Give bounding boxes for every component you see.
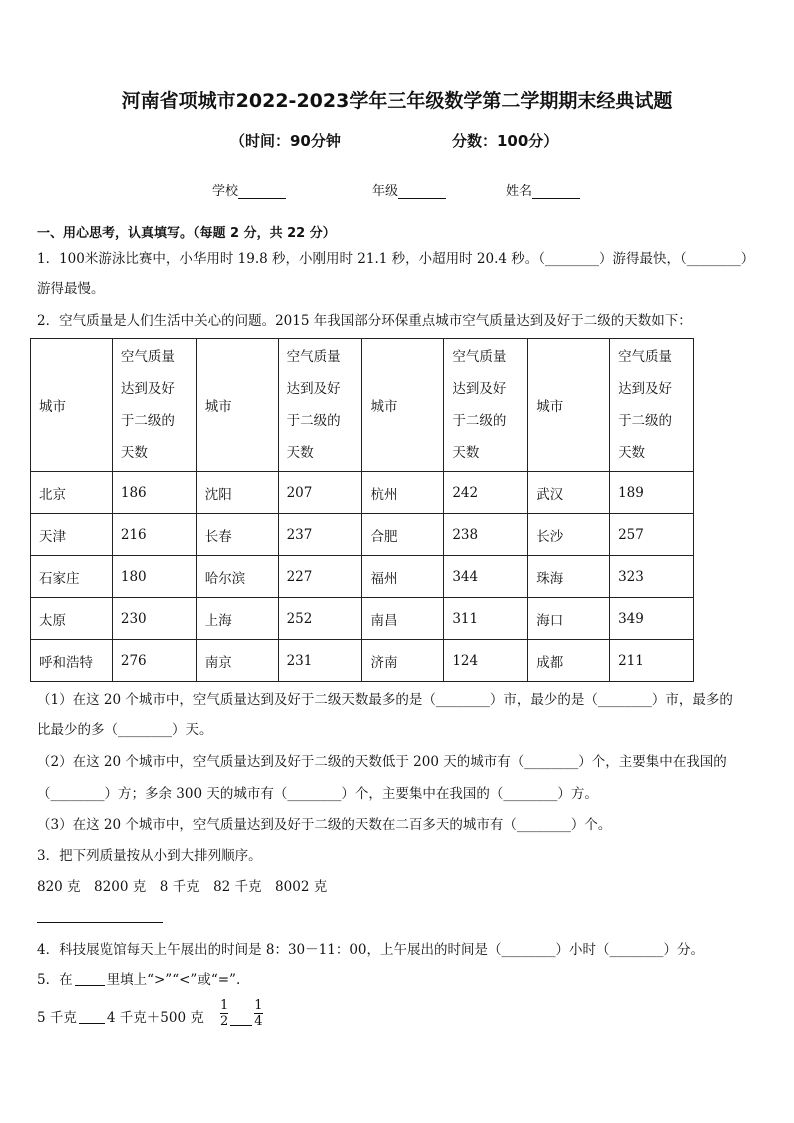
name-field: [506, 180, 580, 199]
days-cell: 230: [112, 598, 196, 640]
header-city: 城市: [196, 339, 278, 472]
header-days: 空气质量 达到及好 于二级的 天数: [112, 339, 196, 472]
city-cell: 杭州: [362, 472, 444, 514]
days-cell: 189: [610, 472, 694, 514]
city-cell: 哈尔滨: [196, 556, 278, 598]
days-cell: 344: [444, 556, 528, 598]
question-5-stem: [37, 970, 240, 990]
city-cell: 济南: [362, 640, 444, 682]
grade-label: 年级: [372, 184, 399, 199]
question-2-sub2-line-a: （2）在这 20 个城市中，空气质量达到及好于二级的天数低于 200 天的城市有（________）个，主要集中在我国的: [37, 754, 727, 770]
city-cell: 南京: [196, 640, 278, 682]
city-cell: 福州: [362, 556, 444, 598]
fraction-one-half: $\frac{1}{2}$: [220, 998, 229, 1029]
header-city: 城市: [31, 339, 113, 472]
days-cell: 180: [112, 556, 196, 598]
air-quality-table: [30, 338, 694, 682]
question-5-expr-2: [220, 998, 263, 1029]
expr1-left: 5 千克: [37, 1010, 77, 1026]
school-blank[interactable]: [238, 185, 286, 199]
days-cell: 257: [610, 514, 694, 556]
question-2-intro: 2．空气质量是人们生活中关心的问题。2015 年我国部分环保重点城市空气质量达到及好于二级的天数如下：: [37, 313, 692, 329]
grade-field: [372, 180, 446, 199]
exam-score: 分数：100分）: [452, 132, 559, 150]
days-cell: 349: [610, 598, 694, 640]
table-header-row: [31, 339, 694, 472]
city-cell: 武汉: [528, 472, 610, 514]
table-row: [31, 556, 694, 598]
days-cell: 252: [278, 598, 362, 640]
question-5-stem-a: 5．在: [37, 972, 73, 988]
exam-time: （时间：90分钟: [230, 132, 341, 150]
days-cell: 237: [278, 514, 362, 556]
question-3-stem: 3．把下列质量按从小到大排列顺序。: [37, 848, 262, 864]
days-cell: 311: [444, 598, 528, 640]
table-row: [31, 640, 694, 682]
city-cell: 长春: [196, 514, 278, 556]
question-2-sub1-line-a: （1）在这 20 个城市中，空气质量达到及好于二级天数最多的是（________）市，最少的是（________）市，最多的: [37, 692, 733, 708]
question-2-sub3: （3）在这 20 个城市中，空气质量达到及好于二级的天数在二百多天的城市有（________）个。: [37, 817, 612, 833]
city-cell: 北京: [31, 472, 113, 514]
question-2-sub2-line-b: （________）方；多余 300 天的城市有（________）个，主要集中在我国的（________）方。: [37, 786, 598, 802]
table-row: [31, 598, 694, 640]
grade-blank[interactable]: [398, 185, 446, 199]
page-title: 河南省项城市2022-2023学年三年级数学第二学期期末经典试题: [121, 90, 673, 112]
header-city: 城市: [362, 339, 444, 472]
city-cell: 南昌: [362, 598, 444, 640]
question-1-line-b: 游得最慢。: [37, 281, 105, 297]
question-4-stem: 4．科技展览馆每天上午展出的时间是 8：30－11：00，上午展出的时间是（________）小时（________）分。: [37, 942, 705, 958]
table-row: [31, 514, 694, 556]
fraction-one-quarter: $\frac{1}{4}$: [254, 998, 263, 1029]
days-cell: 231: [278, 640, 362, 682]
city-cell: 上海: [196, 598, 278, 640]
days-cell: 216: [112, 514, 196, 556]
days-cell: 186: [112, 472, 196, 514]
days-cell: 207: [278, 472, 362, 514]
answer-line[interactable]: [37, 922, 163, 923]
school-label: 学校: [212, 184, 239, 199]
header-days: 空气质量 达到及好 于二级的 天数: [610, 339, 694, 472]
city-cell: 石家庄: [31, 556, 113, 598]
question-1-line-a: 1．100米游泳比赛中，小华用时 19.8 秒，小刚用时 21.1 秒，小超用时 20.4 秒。（________）游得最快，（________）: [37, 251, 755, 267]
days-cell: 323: [610, 556, 694, 598]
days-cell: 238: [444, 514, 528, 556]
table-row: [31, 472, 694, 514]
days-cell: 124: [444, 640, 528, 682]
header-days: 空气质量 达到及好 于二级的 天数: [444, 339, 528, 472]
question-3-items: 820 克 8200 克 8 千克 82 千克 8002 克: [37, 879, 328, 895]
days-cell: 276: [112, 640, 196, 682]
section-heading: 一、用心思考，认真填写。（每题 2 分，共 22 分）: [37, 226, 336, 241]
days-cell: 211: [610, 640, 694, 682]
city-cell: 海口: [528, 598, 610, 640]
expr1-right: 4 千克＋500 克: [106, 1010, 204, 1026]
city-cell: 合肥: [362, 514, 444, 556]
compare-blank-1[interactable]: [79, 1009, 105, 1024]
school-field: [212, 180, 286, 199]
city-cell: 太原: [31, 598, 113, 640]
blank-example: [75, 971, 105, 986]
city-cell: 呼和浩特: [31, 640, 113, 682]
city-cell: 珠海: [528, 556, 610, 598]
city-cell: 沈阳: [196, 472, 278, 514]
city-cell: 天津: [31, 514, 113, 556]
compare-blank-2[interactable]: [230, 1011, 252, 1026]
name-blank[interactable]: [532, 185, 580, 199]
question-2-sub1-line-b: 比最少的多（________）天。: [37, 722, 213, 738]
city-cell: 成都: [528, 640, 610, 682]
header-city: 城市: [528, 339, 610, 472]
question-5-stem-b: 里填上“>”“<”或“=”.: [106, 972, 241, 988]
name-label: 姓名: [506, 184, 533, 199]
header-days: 空气质量 达到及好 于二级的 天数: [278, 339, 362, 472]
days-cell: 242: [444, 472, 528, 514]
days-cell: 227: [278, 556, 362, 598]
question-5-expr-1: [37, 1008, 204, 1028]
city-cell: 长沙: [528, 514, 610, 556]
